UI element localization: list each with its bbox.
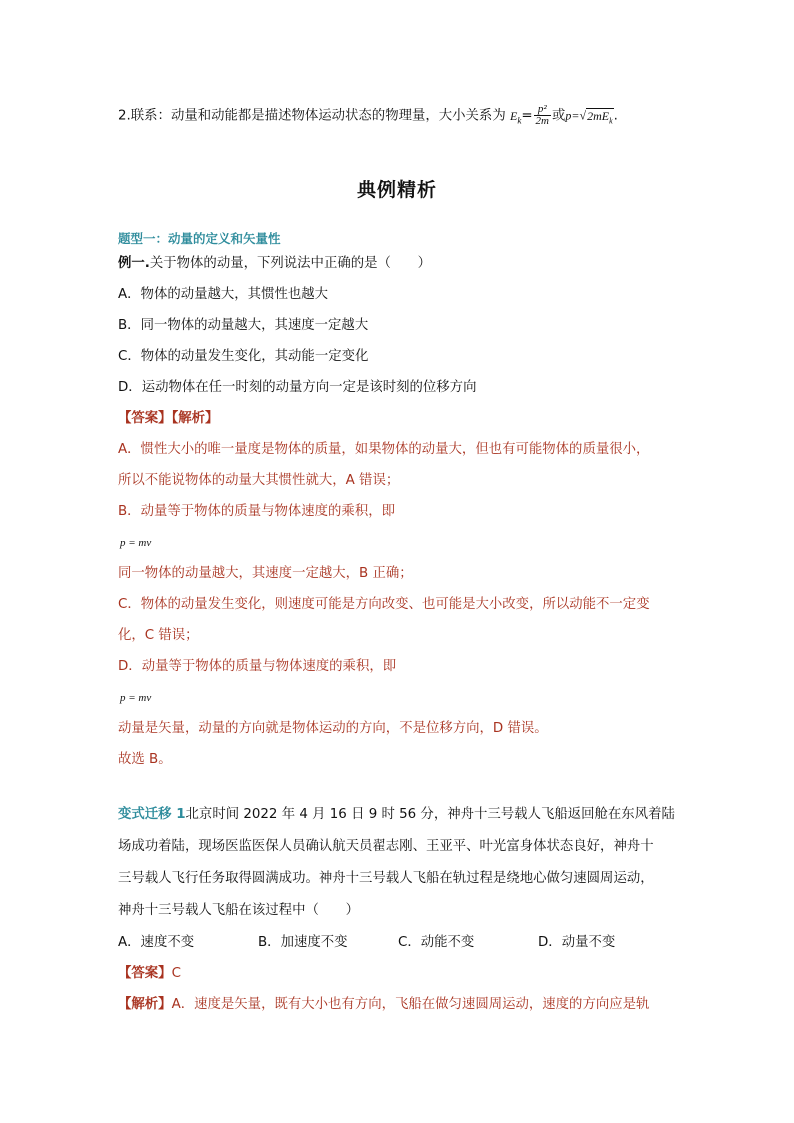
variant1-option-b: B．加速度不变 [258, 935, 348, 950]
variant1-answer [118, 965, 181, 983]
variant1-line-1 [118, 806, 675, 824]
or-text: 或 [552, 108, 566, 124]
analysis-line-1: A．惯性大小的唯一量度是物体的质量，如果物体的动量大，但也有可能物体的质量很小， [118, 442, 650, 457]
analysis-line-10: 动量是矢量，动量的方向就是物体运动的方向，不是位移方向，D 错误。 [118, 721, 548, 736]
variant1-label: 变式迁移 1 [118, 807, 186, 822]
analysis-line-5: 同一物体的动量越大，其速度一定越大，B 正确； [118, 566, 413, 581]
type1-heading: 题型一：动量的定义和矢量性 [118, 231, 281, 246]
example1-option-c: C．物体的动量发生变化，其动能一定变化 [118, 349, 369, 364]
example1-question [118, 255, 431, 273]
variant1-option-d: D．动量不变 [538, 935, 616, 950]
variant1-analysis-label: 【解析】 [118, 997, 172, 1012]
analysis-line-8: D．动量等于物体的质量与物体速度的乘积，即 [118, 659, 397, 674]
variant1-text-1: 北京时间 2022 年 4 月 16 日 9 时 56 分，神舟十三号载人飞船返回舱在东风着陆 [185, 807, 675, 822]
analysis-formula-2: p = mv [120, 692, 152, 704]
analysis-line-2: 所以不能说物体的动量大其惯性就大，A 错误； [118, 473, 400, 488]
variant1-option-a: A．速度不变 [118, 935, 195, 950]
example1-question-text: 关于物体的动量，下列说法中正确的是（ ） [149, 256, 432, 271]
variant1-answer-value: C [171, 966, 181, 981]
analysis-line-3: B．动量等于物体的质量与物体速度的乘积，即 [118, 504, 395, 519]
sqrt-expression: $√2mE_k$ [579, 108, 613, 125]
equals-sign: = [521, 108, 533, 124]
intro-line: 2.联系：动量和动能都是描述物体运动状态的物理量，大小关系为 $E_k=$ $\frac{\text{p²}}{2m}$ 或$p=√2mE_k$. [118, 103, 618, 127]
example1-label: 例一. [118, 256, 150, 271]
analysis-line-6: C．物体的动量发生变化，则速度可能是方向改变、也可能是大小改变，所以动能不一定变 [118, 597, 650, 612]
analysis-formula-1: p = mv [120, 537, 152, 549]
variant1-line-2: 场成功着陆，现场医监医保人员确认航天员翟志刚、王亚平、叶光富身体状态良好，神舟十 [118, 839, 654, 854]
example1-option-d: D．运动物体在任一时刻的动量方向一定是该时刻的位移方向 [118, 380, 477, 395]
variant1-answer-label: 【答案】 [118, 966, 172, 981]
variant1-options [118, 934, 678, 952]
intro-text: 2.联系：动量和动能都是描述物体运动状态的物理量，大小关系为 [118, 108, 510, 124]
momentum-fraction: $\frac{\text{p²}}{2m}$ [535, 103, 549, 127]
section-title: 典例精析 [356, 179, 437, 201]
variant1-analysis [118, 996, 649, 1014]
example1-option-a: A．物体的动量越大，其惯性也越大 [118, 287, 329, 302]
analysis-line-7: 化，C 错误； [118, 628, 199, 643]
analysis-line-11: 故选 B。 [118, 752, 172, 767]
variant1-line-4: 神舟十三号载人飞船在该过程中（ ） [118, 903, 360, 918]
variant1-option-c: C．动能不变 [398, 935, 475, 950]
example1-answer-label: 【答案】【解析】 [118, 411, 219, 426]
ek-symbol: $E_k$ [509, 108, 522, 125]
example1-option-b: B．同一物体的动量越大，其速度一定越大 [118, 318, 369, 333]
variant1-line-3: 三号载人飞行任务取得圆满成功。神舟十三号载人飞船在轨过程是绕地心做匀速圆周运动， [118, 871, 654, 886]
p-equals: p= [565, 108, 580, 123]
variant1-analysis-text: A．速度是矢量，既有大小也有方向，飞船在做匀速圆周运动，速度的方向应是轨 [171, 997, 650, 1012]
